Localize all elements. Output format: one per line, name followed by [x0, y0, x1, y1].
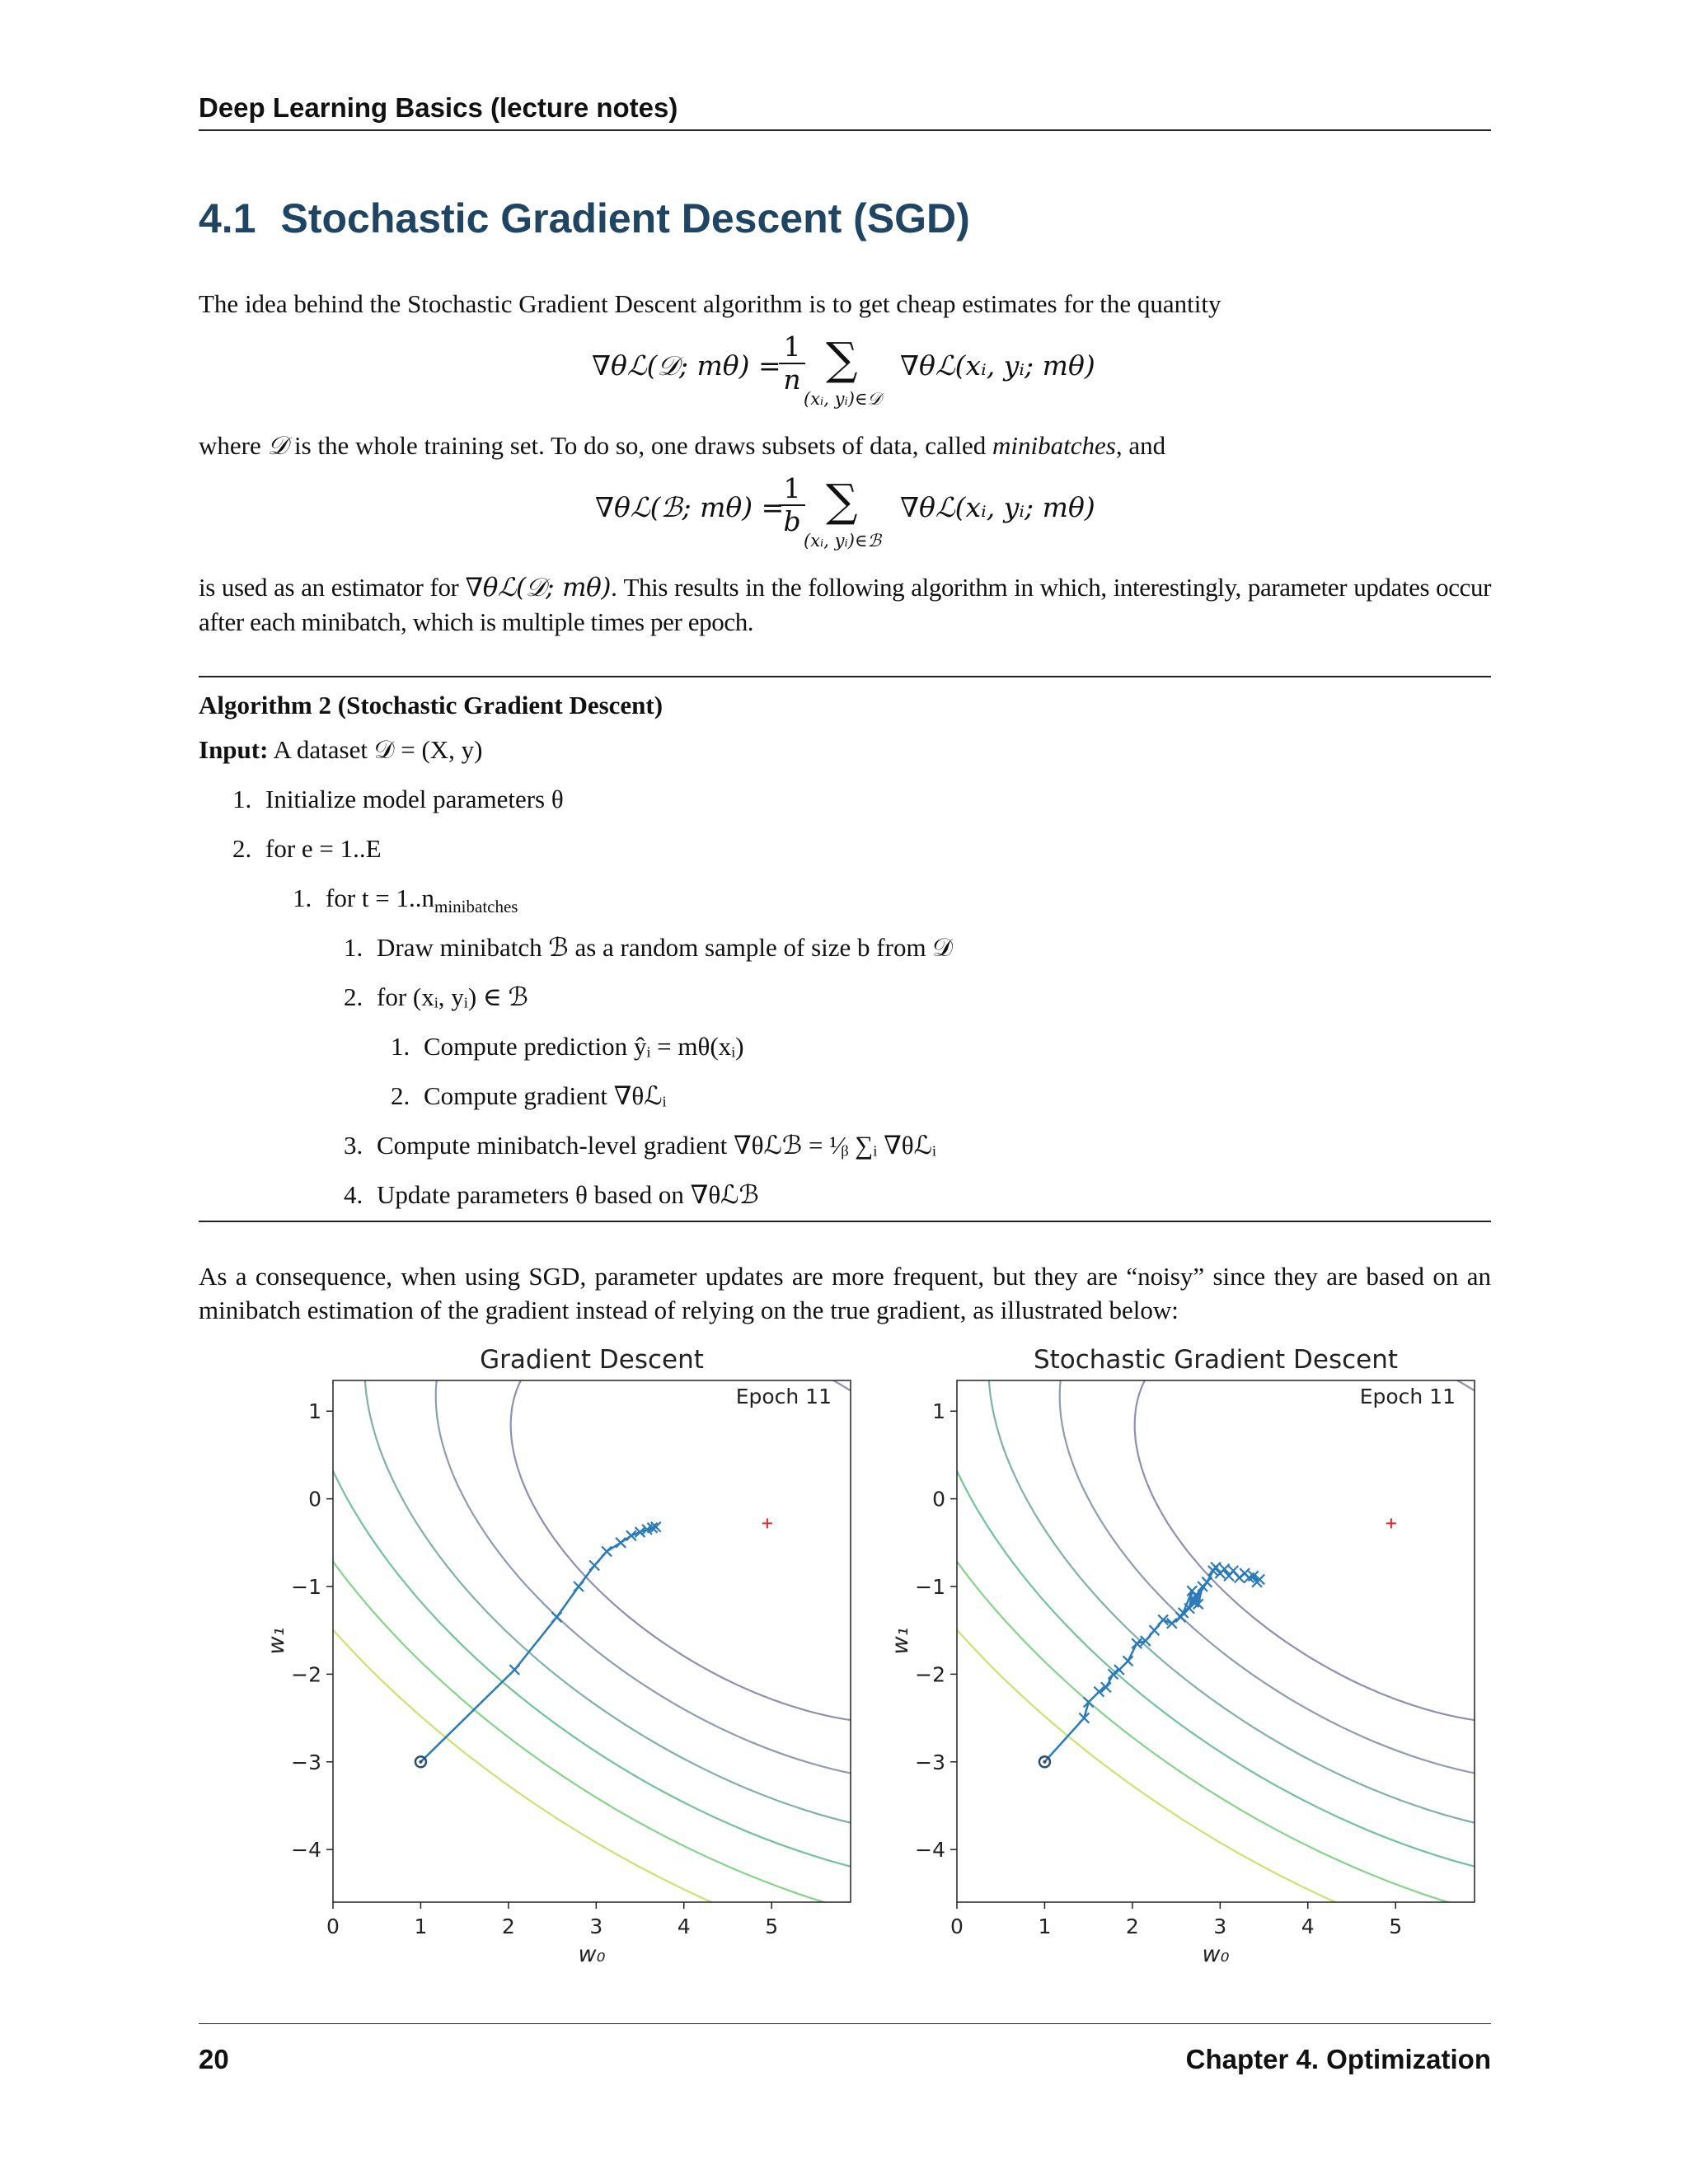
eq2-rhs: ∇θℒ(xᵢ, yᵢ; mθ) — [900, 491, 1095, 523]
x-tick-label: 3 — [589, 1915, 603, 1938]
trajectory-point — [626, 1530, 636, 1540]
algorithm-input-text: A dataset 𝒟 = (X, y) — [273, 735, 483, 764]
trajectory-point — [1167, 1619, 1177, 1629]
trajectory-line — [420, 1527, 655, 1762]
algorithm-step: 3. Compute minibatch-level gradient ∇θℒℬ = ¹⁄ᵦ ∑ᵢ ∇θℒᵢ — [344, 1131, 936, 1160]
eq1-frac-num: 1 — [783, 330, 801, 363]
x-tick-label: 0 — [326, 1915, 340, 1938]
contour-line — [862, 1335, 1517, 1936]
algorithm-input — [199, 735, 482, 766]
x-tick-label: 4 — [1301, 1915, 1315, 1938]
algorithm-step: 1. for $t = 1..n_{minibatches}$ — [293, 883, 518, 917]
y-tick-label: −1 — [915, 1575, 945, 1600]
eq2-sum-sub: (xᵢ, yᵢ)∈ℬ — [804, 531, 881, 551]
contour-line — [247, 1335, 1296, 1936]
trajectory-point — [551, 1612, 561, 1622]
x-tick-label: 2 — [501, 1915, 515, 1938]
p3-b: . This results in the following algorithm in which, interestingly, parameter updates occur after each minibatch, which is multiple times per epoch. — [199, 573, 1491, 636]
y-tick-label: −4 — [915, 1838, 945, 1863]
p2-b: is the whole training set. To do so, one draws subsets of data, called — [293, 431, 987, 460]
algorithm-step: 1. Draw minibatch ℬ as a random sample of size b from 𝒟 — [344, 933, 954, 962]
algorithm-title: Algorithm 2 (Stochastic Gradient Descent) — [199, 691, 663, 719]
plot-title: Stochastic Gradient Descent — [1033, 1345, 1399, 1375]
plot-stochastic-gradient-descent — [799, 1335, 1517, 1978]
x-axis-label: w₀ — [578, 1942, 606, 1967]
x-tick-label: 0 — [950, 1915, 964, 1938]
p2-c: , and — [1115, 431, 1166, 460]
x-tick-label: 2 — [1125, 1915, 1139, 1938]
y-tick-label: −2 — [291, 1662, 321, 1687]
section-title-text: Stochastic Gradient Descent (SGD) — [280, 195, 970, 241]
eq1-lhs: ∇θℒ(𝒟; mθ) = — [592, 349, 781, 382]
trajectory-point — [1123, 1656, 1133, 1666]
trajectory-point — [574, 1582, 584, 1591]
trajectory-point — [1158, 1615, 1168, 1624]
equation-full-gradient — [592, 349, 781, 382]
y-tick-label: 1 — [932, 1399, 945, 1424]
eq1-fraction — [779, 331, 805, 396]
x-tick-label: 1 — [414, 1915, 428, 1938]
plot-frame — [957, 1380, 1475, 1902]
chapter-label: Chapter 4. Optimization — [1185, 2044, 1491, 2074]
eq1-rhs: ∇θℒ(xᵢ, yᵢ; mθ) — [900, 349, 1095, 382]
figure-gd-vs-sgd — [247, 1335, 1517, 1978]
epoch-annotation: Epoch 11 — [1359, 1385, 1456, 1408]
algorithm-step: 2. for e = 1..E — [232, 834, 382, 863]
running-header: Deep Learning Basics (lecture notes) — [199, 92, 678, 123]
x-tick-label: 1 — [1038, 1915, 1052, 1938]
plot-frame — [333, 1380, 851, 1902]
paragraph-minibatch — [199, 429, 1491, 463]
plot-gradient-descent — [247, 1335, 1359, 1978]
eq2-frac-den: b — [783, 505, 801, 537]
algorithm-step: 1. Compute prediction ŷᵢ = mθ(xᵢ) — [391, 1032, 744, 1061]
eq2-fraction — [779, 473, 805, 537]
contour-line — [926, 1335, 1517, 1886]
trajectory-point — [509, 1665, 519, 1675]
y-tick-label: −3 — [915, 1750, 945, 1774]
x-tick-label: 5 — [765, 1915, 779, 1938]
paragraph-estimator — [199, 570, 1491, 639]
y-axis-label: w₁ — [888, 1627, 913, 1655]
trajectory-point — [589, 1560, 599, 1570]
trajectory-line — [1044, 1568, 1259, 1762]
paragraph-consequence: As a consequence, when using SGD, parameter updates are more frequent, but they are “noisy” since they are based on an minibatch estimation of the gradient instead of relying on the true gradient, as illustrated below: — [199, 1262, 1491, 1324]
trajectory-point — [1202, 1577, 1212, 1587]
algorithm-top-rule — [199, 676, 1491, 677]
header-rule — [199, 129, 1491, 131]
algorithm-bottom-rule — [199, 1221, 1491, 1222]
eq1-sum-sub: (xᵢ, yᵢ)∈𝒟 — [804, 389, 882, 409]
optimum-marker — [1386, 1518, 1396, 1528]
algorithm-step: 1. Initialize model parameters θ — [232, 785, 564, 813]
eq2-frac-num: 1 — [783, 472, 801, 504]
trajectory — [415, 1518, 772, 1767]
algorithm-input-label: Input: — [199, 735, 269, 764]
trajectory-point — [1211, 1563, 1221, 1572]
algorithm-step: 4. Update parameters θ based on ∇θℒℬ — [344, 1180, 759, 1209]
trajectory-point — [1114, 1665, 1124, 1675]
contour-line — [302, 1335, 1233, 1886]
footer-rule — [199, 2023, 1491, 2024]
trajectory-point — [602, 1546, 612, 1556]
eq2-sum: ∑ — [826, 475, 858, 527]
algorithm-step: 2. Compute gradient ∇θℒᵢ — [391, 1081, 667, 1110]
trajectory-point — [616, 1538, 626, 1548]
trajectory — [1039, 1518, 1396, 1767]
eq2-lhs: ∇θℒ(ℬ; mθ) = — [595, 491, 785, 523]
y-tick-label: 1 — [308, 1399, 321, 1424]
contour-lines — [247, 1335, 1359, 1978]
x-tick-label: 3 — [1213, 1915, 1227, 1938]
p3-a: is used as an estimator for — [199, 573, 459, 602]
plot-title: Gradient Descent — [480, 1345, 704, 1375]
eq1-sum: ∑ — [826, 333, 858, 385]
contour-line — [247, 1335, 1359, 1978]
x-tick-label: 5 — [1389, 1915, 1403, 1938]
optimum-marker — [762, 1518, 772, 1528]
y-tick-label: −2 — [915, 1662, 945, 1687]
section-number: 4.1 — [199, 195, 256, 241]
equation-minibatch-gradient — [595, 491, 784, 523]
trajectory-point — [1149, 1625, 1159, 1635]
trajectory-point — [1179, 1608, 1189, 1618]
page-number: 20 — [199, 2044, 229, 2074]
contour-line — [1135, 1335, 1517, 1723]
contour-lines — [799, 1335, 1517, 1978]
start-point-center — [419, 1760, 422, 1764]
p2-em: minibatches — [992, 431, 1116, 460]
eq1-frac-den: n — [783, 363, 801, 396]
paragraph-intro: The idea behind the Stochastic Gradient Descent algorithm is to get cheap estimates for the quantity — [199, 289, 1221, 318]
algorithm-step: 2. for (xᵢ, yᵢ) ∈ ℬ — [344, 982, 529, 1011]
x-tick-label: 4 — [677, 1915, 691, 1938]
p2-a: where — [199, 431, 261, 460]
section-title — [199, 194, 970, 242]
y-tick-label: −3 — [291, 1750, 321, 1774]
y-tick-label: 0 — [308, 1487, 321, 1511]
y-tick-label: −1 — [291, 1575, 321, 1600]
y-axis-label: w₁ — [264, 1627, 289, 1655]
x-axis-label: w₀ — [1202, 1942, 1230, 1967]
p3-estimator: ∇θℒ(𝒟; mθ) — [465, 573, 612, 602]
p2-D: 𝒟 — [267, 431, 288, 461]
start-point-center — [1043, 1760, 1046, 1764]
y-tick-label: −4 — [291, 1838, 321, 1863]
epoch-annotation: Epoch 11 — [735, 1385, 832, 1408]
y-tick-label: 0 — [932, 1487, 945, 1511]
